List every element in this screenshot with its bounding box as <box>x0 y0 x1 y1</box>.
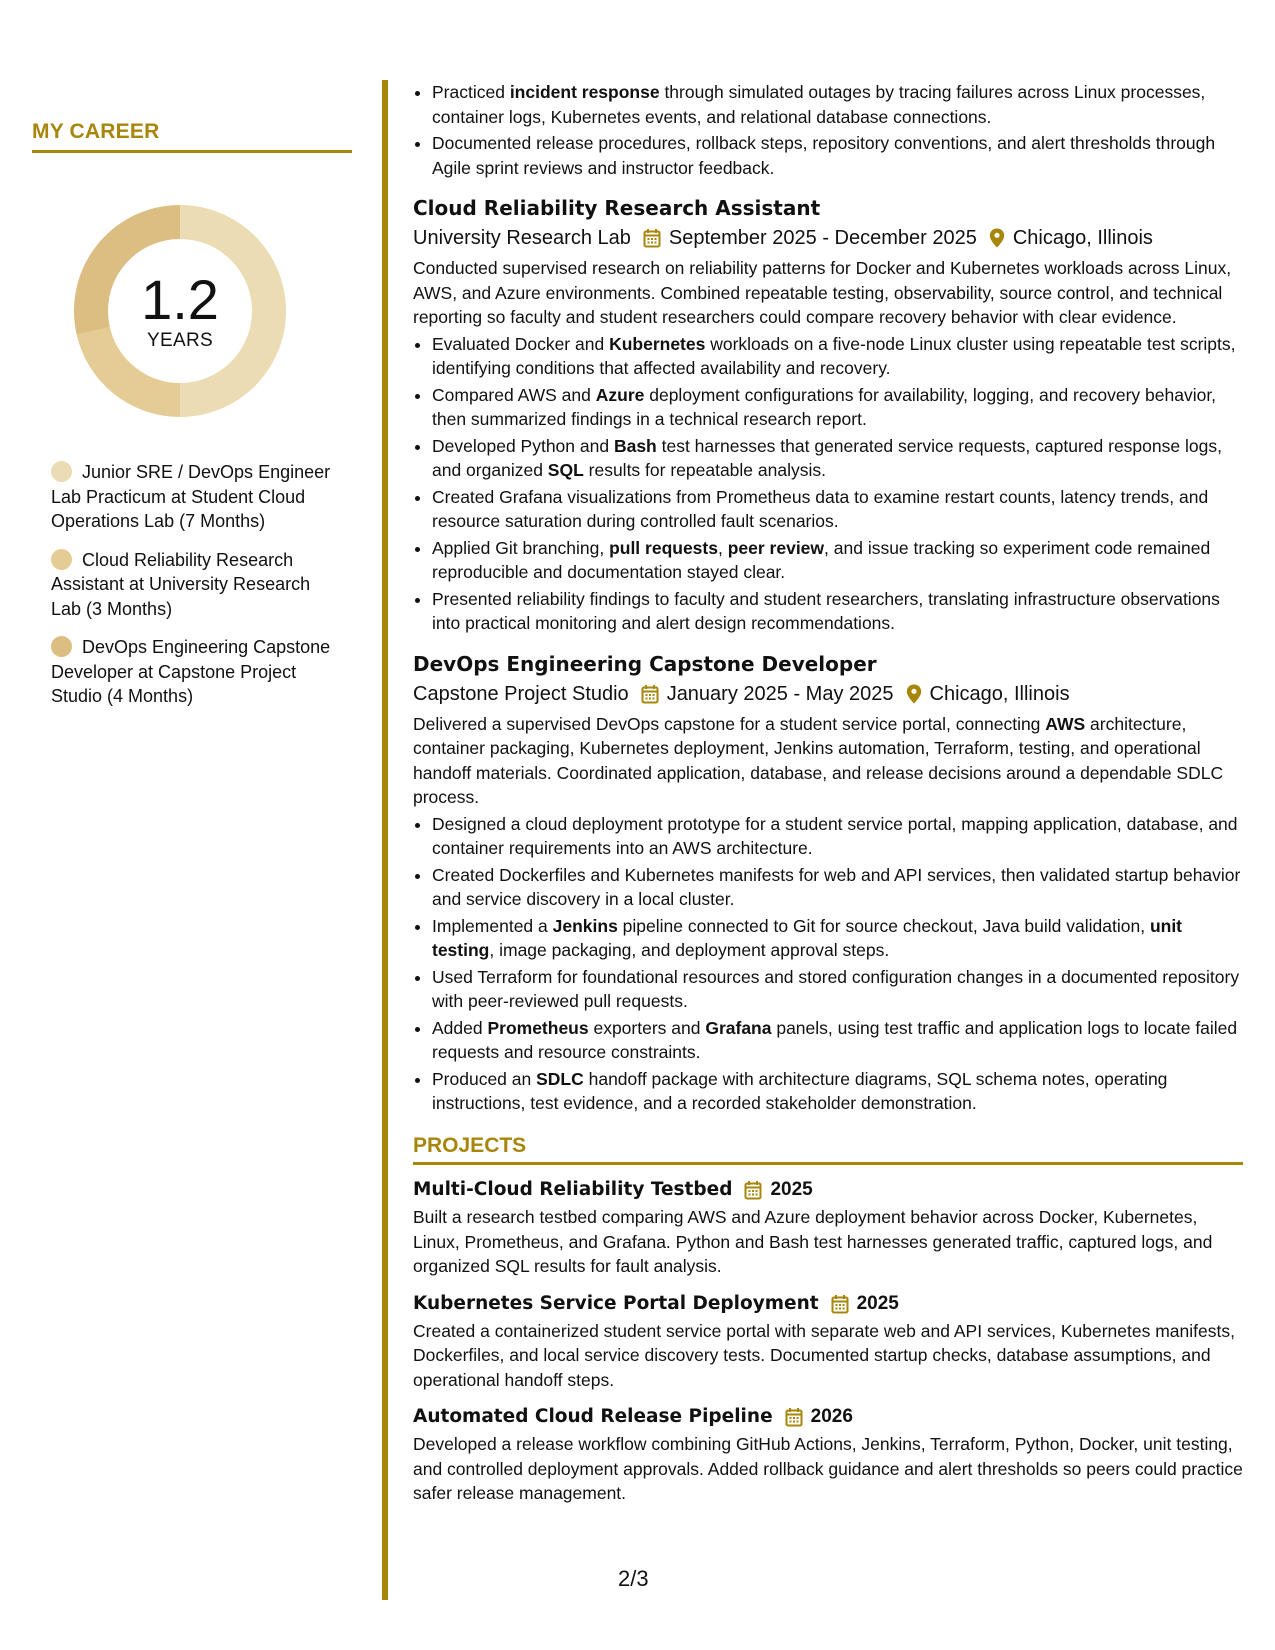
project-header <box>413 1404 1243 1430</box>
text-run: test harnesses that generated service requests, captured response logs, and organized <box>432 435 1222 480</box>
text-run: Produced an <box>432 1068 537 1089</box>
text-run: results for repeatable analysis. <box>583 460 826 480</box>
bullet-item <box>432 863 1243 912</box>
career-legend-text: Junior SRE / DevOps Engineer Lab Practicum at Student Cloud Operations Lab (7 Months) <box>51 462 331 531</box>
project-title: Multi-Cloud Reliability Testbed <box>413 1179 733 1200</box>
legend-dot <box>51 461 72 482</box>
bullet-item <box>432 131 1243 180</box>
project-header <box>413 1291 1243 1317</box>
text-run: Used Terraform for foundational resources and stored configuration changes in a documented repository with peer-reviewed pull requests. <box>432 966 1240 1011</box>
bullet-item <box>432 485 1243 534</box>
bullet-item <box>432 536 1243 585</box>
map-pin-icon <box>906 684 922 704</box>
bold-keyword: Bash <box>613 435 657 456</box>
project-list <box>413 1177 1243 1506</box>
text-run: workloads on a five-node Linux cluster using repeatable test scripts, identifying conditions that affected availability and recovery. <box>432 333 1236 378</box>
bold-keyword: Kubernetes <box>609 333 706 354</box>
map-pin-icon <box>989 228 1005 248</box>
text-run: , and issue tracking so experiment code remained reproducible and documentation stayed clear. <box>432 537 1211 582</box>
career-legend-item <box>32 548 341 622</box>
projects-section-title: PROJECTS <box>413 1134 1243 1166</box>
job-dates: January 2025 - May 2025 <box>666 682 894 705</box>
project-year: 2025 <box>770 1179 813 1200</box>
project-entry <box>413 1177 1243 1279</box>
bullet-item <box>432 332 1243 381</box>
text-run: pipeline connected to Git for source checkout, Java build validation, <box>617 915 1150 936</box>
donut-center <box>67 198 293 424</box>
job-location: Chicago, Illinois <box>1012 227 1153 249</box>
text-run: exporters and <box>588 1017 706 1038</box>
project-title: Kubernetes Service Portal Deployment <box>413 1292 819 1314</box>
bullet-item <box>432 383 1243 432</box>
career-legend-text: DevOps Engineering Capstone Developer at Capstone Project Studio (4 Months) <box>51 637 331 706</box>
job-summary <box>413 256 1243 330</box>
project-header <box>413 1177 1243 1203</box>
calendar-icon <box>643 228 661 248</box>
text-run: deployment configurations for availability, logging, and recovery behavior, then summarized findings in a technical research report. <box>432 384 1217 429</box>
calendar-icon <box>744 1180 762 1200</box>
text-run: Designed a cloud deployment prototype for a student service portal, mapping application, database, and container requirements into an AWS architecture. <box>432 813 1238 858</box>
bullet-item <box>432 965 1243 1014</box>
text-run: architecture, container packaging, Kubernetes deployment, Jenkins automation, Terraform, testing, and operational handoff materials. Coordinated application, database, and release decisions around a dependable SDLC process. <box>413 713 1224 807</box>
text-run: Delivered a supervised DevOps capstone for a student service portal, connecting <box>413 713 1046 734</box>
bullet-item <box>432 1016 1243 1065</box>
career-legend <box>32 460 352 709</box>
project-entry <box>413 1291 1243 1393</box>
job-location: Chicago, Illinois <box>929 682 1070 705</box>
text-run: Practiced <box>432 82 510 102</box>
total-years-label: YEARS <box>147 330 213 351</box>
legend-dot <box>51 636 72 657</box>
project-description: Created a containerized student service portal with separate web and API services, Kubernetes manifests, Dockerfiles, and local service discovery tests. Documented startup checks, database assumptions, and operational handoff steps. <box>413 1320 1235 1390</box>
bold-keyword: Jenkins <box>552 915 618 936</box>
job-meta <box>413 224 1243 252</box>
text-run: Conducted supervised research on reliability patterns for Docker and Kubernetes workloads across Linux, AWS, and Azure environments. Combined repeatable testing, observability, source control, and technical reporting so faculty and student researchers could compare recovery behavior with clear evidence. <box>413 258 1232 327</box>
page-number: 2/3 <box>618 1566 649 1591</box>
project-year: 2025 <box>856 1292 899 1314</box>
bullet-item <box>432 80 1243 129</box>
text-run: Created Dockerfiles and Kubernetes manifests for web and API services, then validated startup behavior and service discovery in a local cluster. <box>432 864 1241 909</box>
bullet-item <box>432 1067 1243 1116</box>
job-title: Cloud Reliability Research Assistant <box>413 196 821 220</box>
job-bullet-list <box>413 332 1243 636</box>
project-description: Built a research testbed comparing AWS and Azure deployment behavior across Docker, Kubernetes, Linux, Prometheus, and Grafana. Python and Bash test harnesses generated traffic, captured logs, and organized SQL results for fault analysis. <box>413 1207 1213 1276</box>
bold-keyword: incident response <box>509 82 660 102</box>
career-section-title: MY CAREER <box>32 120 352 153</box>
project-title: Automated Cloud Release Pipeline <box>413 1406 773 1427</box>
bold-keyword: Prometheus <box>487 1017 589 1038</box>
job-meta <box>413 680 1243 708</box>
column-divider <box>382 80 388 1600</box>
calendar-icon <box>831 1294 849 1314</box>
career-sidebar <box>32 120 352 723</box>
text-run: Documented release procedures, rollback steps, repository conventions, and alert thresholds through Agile sprint reviews and instructor feedback. <box>432 133 1216 178</box>
text-run: handoff package with architecture diagrams, SQL schema notes, operating instructions, test evidence, and a recorded stakeholder demonstration. <box>432 1068 1168 1113</box>
career-legend-item <box>32 460 341 534</box>
legend-dot <box>51 549 72 570</box>
bold-keyword: SDLC <box>536 1068 584 1089</box>
bullet-item <box>432 587 1243 636</box>
job-dates: September 2025 - December 2025 <box>668 227 977 249</box>
bold-keyword: SQL <box>547 460 584 480</box>
company-name: Capstone Project Studio <box>413 682 629 705</box>
bold-keyword: peer review <box>727 537 825 558</box>
project-entry <box>413 1404 1243 1506</box>
project-year: 2026 <box>810 1406 853 1427</box>
text-run: through simulated outages by tracing failures across Linux processes, container logs, Kubernetes events, and relational database connections. <box>432 82 1206 127</box>
main-column <box>413 80 1243 1506</box>
company-name: University Research Lab <box>413 227 631 249</box>
career-legend-item <box>32 635 341 709</box>
continued-bullet-list <box>413 80 1243 180</box>
career-legend-text: Cloud Reliability Research Assistant at University Research Lab (3 Months) <box>51 549 311 619</box>
bullet-item <box>432 434 1243 483</box>
project-description: Developed a release workflow combining GitHub Actions, Jenkins, Terraform, Python, Docker, unit testing, and controlled deployment approvals. Added rollback guidance and alert thresholds so peers could practice safer release management. <box>413 1434 1243 1503</box>
text-run: Added <box>432 1017 488 1038</box>
job-entry <box>413 650 1243 1116</box>
bold-keyword: unit testing <box>432 915 1183 960</box>
job-bullet-list <box>413 812 1243 1116</box>
bullet-item <box>432 914 1243 963</box>
bold-keyword: AWS <box>1045 713 1086 734</box>
job-summary <box>413 712 1243 810</box>
text-run: Evaluated Docker and <box>432 333 610 354</box>
calendar-icon <box>641 684 659 704</box>
calendar-icon <box>785 1407 803 1427</box>
job-title: DevOps Engineering Capstone Developer <box>413 651 877 676</box>
text-run: Implemented a <box>432 915 553 936</box>
job-entry <box>413 194 1243 636</box>
text-run: , image packaging, and deployment approval steps. <box>489 940 890 960</box>
text-run: Presented reliability findings to faculty and student researchers, translating infrastructure observations into practical monitoring and alert design recommendations. <box>432 588 1220 633</box>
text-run: Compared AWS and <box>432 384 596 405</box>
bold-keyword: Azure <box>595 384 645 405</box>
bold-keyword: Grafana <box>705 1017 772 1038</box>
text-run: , <box>717 537 728 558</box>
text-run: Applied Git branching, <box>432 537 610 558</box>
text-run: Created Grafana visualizations from Prometheus data to examine restart counts, latency trends, and resource saturation during controlled fault scenarios. <box>432 486 1209 531</box>
experience-list <box>413 194 1243 1116</box>
total-years-value: 1.2 <box>141 268 219 331</box>
text-run: panels, using test traffic and application logs to locate failed requests and resource constraints. <box>432 1017 1238 1062</box>
career-donut-chart <box>67 198 293 424</box>
text-run: Developed Python and <box>432 435 614 456</box>
bullet-item <box>432 812 1243 861</box>
bold-keyword: pull requests <box>609 537 718 558</box>
